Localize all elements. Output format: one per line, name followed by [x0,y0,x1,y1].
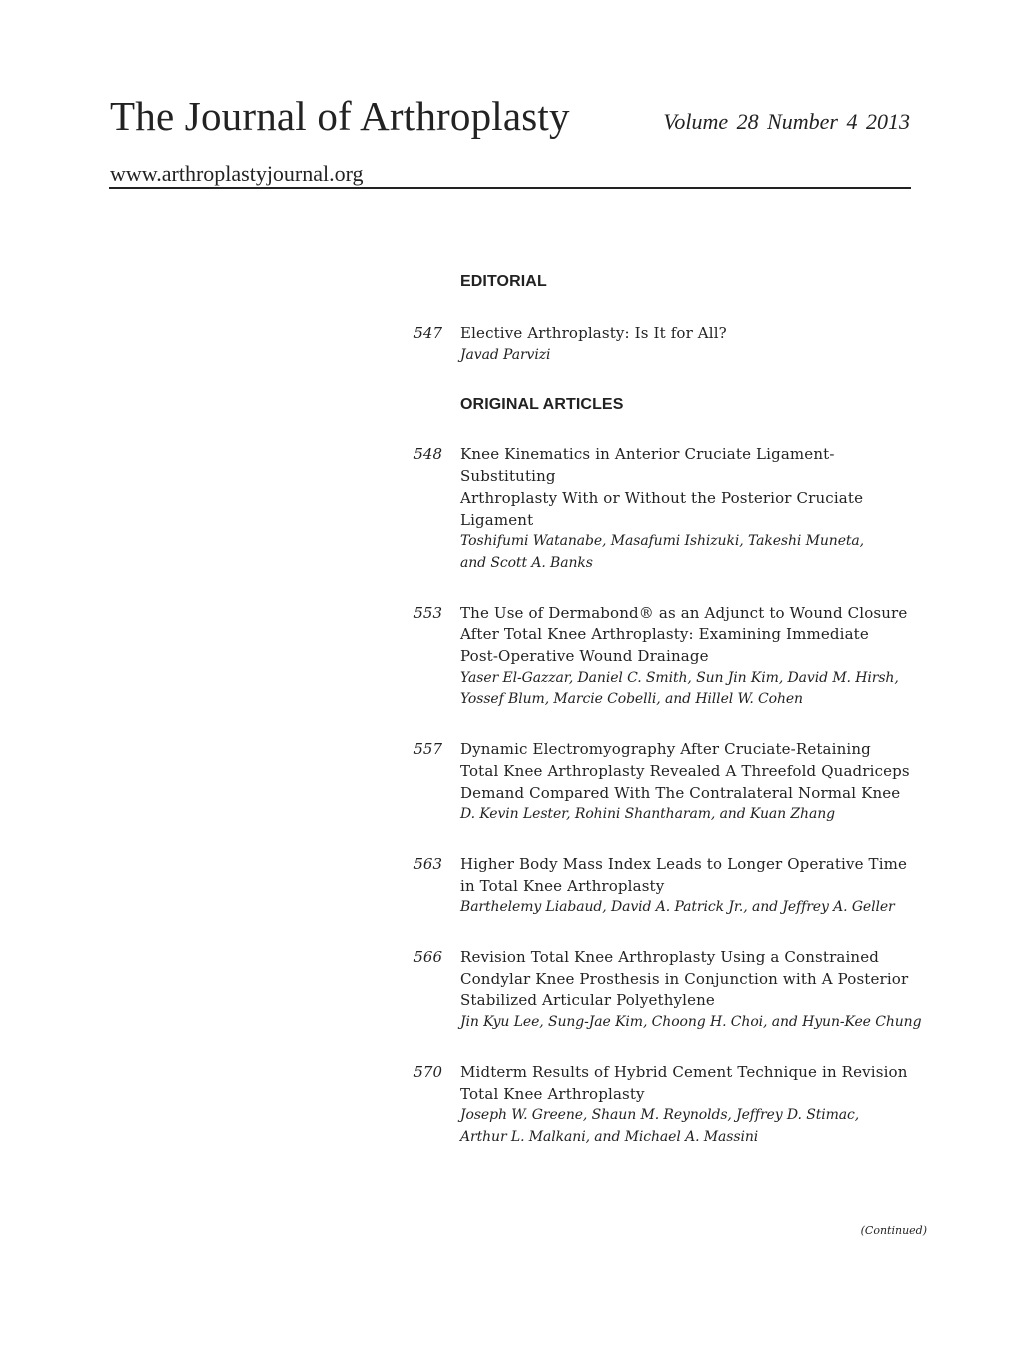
toc-entry[interactable] [413,323,930,366]
article-authors: Jin Kyu Lee, Sung-Jae Kim, Choong H. Choi, and Hyun-Kee Chung [460,1014,922,1031]
article-title[interactable]: Elective Arthroplasty: Is It for All? [460,324,727,342]
page-number: 563 [413,854,442,873]
page-number: 553 [413,603,442,622]
article-title[interactable]: Higher Body Mass Index Leads to Longer Operative Time in Total Knee Arthroplasty [460,854,908,895]
article-title[interactable]: The Use of Dermabond® as an Adjunct to Wound Closure After Total Knee Arthroplasty: Examining Immediate Post-Operative Wound Drainage [460,603,908,666]
article-authors: D. Kevin Lester, Rohini Shantharam, and Kuan Zhang [460,806,835,823]
article-authors: Barthelemy Liabaud, David A. Patrick Jr., and Jeffrey A. Geller [460,899,895,916]
toc-entry[interactable] [413,739,930,826]
issue-info: Volume 28 Number 4 2013 [663,109,910,134]
journal-title: The Journal of Arthroplasty [110,93,570,139]
page-number: 570 [413,1062,442,1081]
article-authors: Yaser El-Gazzar, Daniel C. Smith, Sun Jin Kim, David M. Hirsh, Yossef Blum, Marcie Cobelli, and Hillel W. Cohen [460,669,899,708]
toc-entry[interactable] [413,947,930,1034]
article-title[interactable]: Revision Total Knee Arthroplasty Using a Constrained Condylar Knee Prosthesis in Conjunction with A Posterior Stabilized Articular Polyethylene [460,948,909,1010]
article-title[interactable]: Knee Kinematics in Anterior Cruciate Ligament-Substituting Arthroplasty With or Without the Posterior Cruciate Ligament [460,445,864,529]
toc-entry[interactable] [413,603,930,712]
journal-url[interactable]: www.arthroplastyjournal.org [110,161,364,186]
page-number: 547 [413,324,442,342]
toc-entry[interactable] [413,1062,930,1149]
toc-entry[interactable] [413,444,930,574]
article-authors: Joseph W. Greene, Shaun M. Reynolds, Jeffrey D. Stimac, Arthur L. Malkani, and Michael A. Massini [460,1107,860,1145]
article-authors: Toshifumi Watanabe, Masafumi Ishizuki, Takeshi Muneta, and Scott A. Banks [460,533,865,571]
continued-note: (Continued) [860,1224,927,1237]
section-heading-editorial: EDITORIAL [460,273,547,290]
toc-entry[interactable] [413,854,930,919]
page-number: 566 [413,948,442,967]
article-authors: Javad Parvizi [460,346,551,363]
article-title[interactable]: Dynamic Electromyography After Cruciate-Retaining Total Knee Arthroplasty Revealed A Threefold Quadriceps Demand Compared With The Contralateral Normal Knee [460,740,910,802]
article-title[interactable]: Midterm Results of Hybrid Cement Technique in Revision Total Knee Arthroplasty [460,1062,908,1103]
section-heading-original-articles: ORIGINAL ARTICLES [460,396,624,414]
page-number: 548 [413,445,442,464]
masthead-divider [109,187,911,189]
page-number: 557 [413,740,442,759]
table-of-contents [0,271,1020,1149]
